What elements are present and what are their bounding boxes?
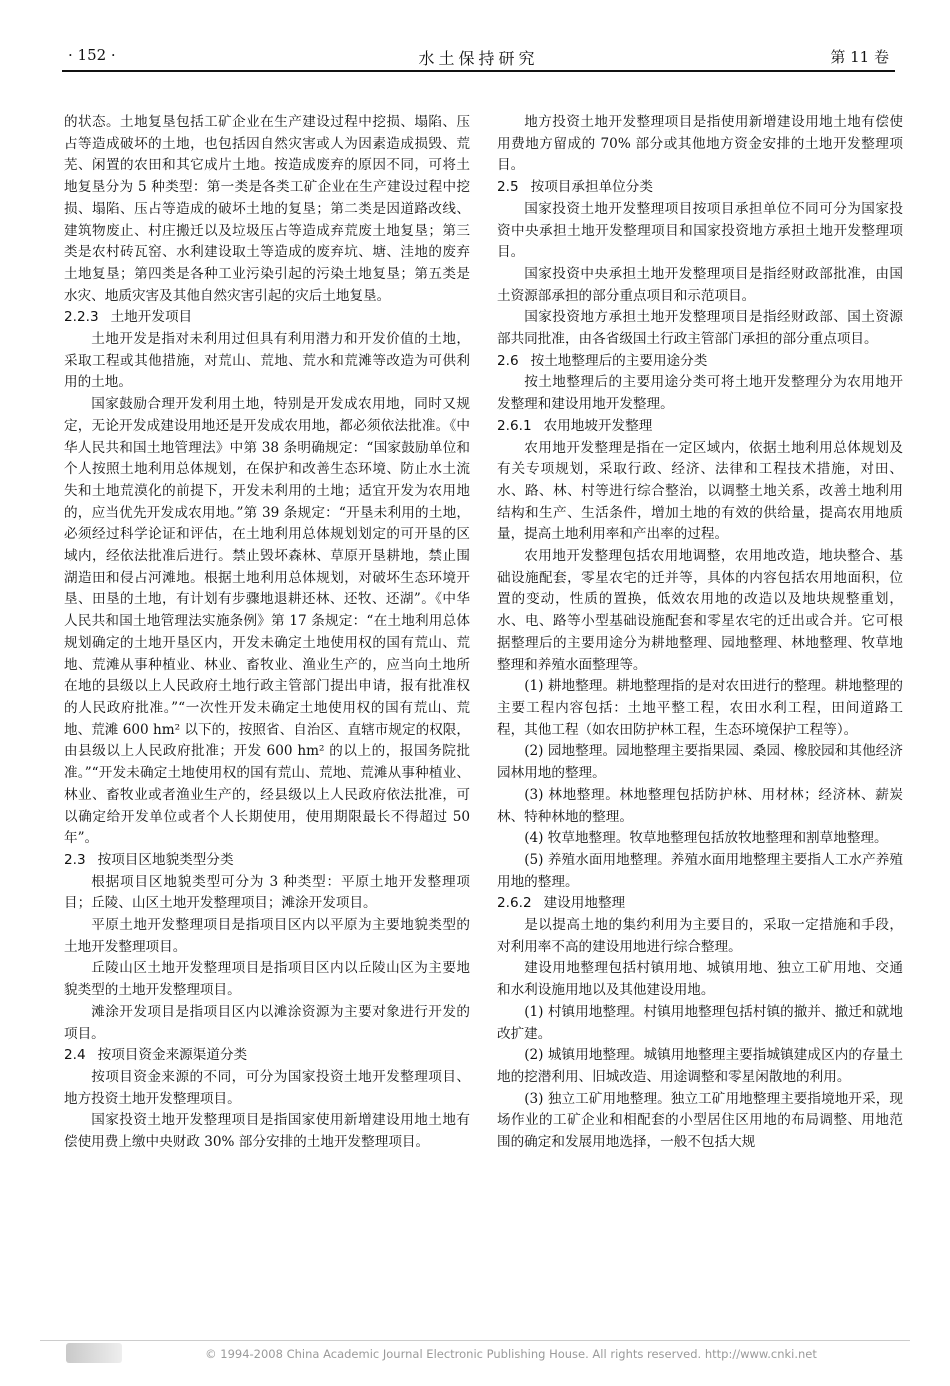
body-paragraph: 国家投资中央承担土地开发整理项目是指经财政部批准，由国土资源部承担的部分重点项目和示范项目。 [497, 265, 903, 304]
section-heading [64, 307, 470, 329]
section-title: 按项目区地貌类型分类 [97, 851, 234, 868]
body-paragraph: 国家投资地方承担土地开发整理项目是指经财政部、国土资源部共同批准，由各省级国土行政主管部门承担的部分重点项目。 [497, 309, 903, 348]
body-paragraph: 农用地开发整理包括农用地调整，农用地改造，地块整合、基础设施配套，零星农宅的迁并等，具体的内容包括农用地面积，位置的变动，性质的置换，低效农用地的改造以及地块规整重划，水、电、路等小型基础设施配套和零星农宅的迁出或合并。它可根据整理后的主要用途分为耕地整理、园地整理、林地整理、牧草地整理和养殖水面整理等。 [497, 548, 903, 673]
body-paragraph: 地方投资土地开发整理项目是指使用新增建设用地土地有偿使用费地方留成的 70% 部分或其他地方资金安排的土地开发整理项目。 [497, 114, 903, 174]
body-paragraph: 是以提高土地的集约利用为主要目的，采取一定措施和手段，对利用率不高的建设用地进行综合整理。 [497, 917, 903, 955]
section-heading [64, 1045, 470, 1067]
section-title: 按项目承担单位分类 [530, 179, 653, 196]
body-paragraph: (3) 独立工矿用地整理。独立工矿用地整理主要指境地开采，现场作业的工矿企业和相配套的小型居住区用地的布局调整、用地范围的确定和发展用地选择，一般不包括大规 [497, 1090, 903, 1151]
section-number: 2.6.2 [497, 895, 532, 912]
body-paragraph: (1) 村镇用地整理。村镇用地整理包括村镇的撤并、撤迁和就地改扩建。 [497, 1003, 903, 1042]
copyright-notice: © 1994-2008 China Academic Journal Electronic Publishing House. All rights reserved. http://www.cnki.net [205, 1347, 817, 1361]
body-paragraph: (2) 城镇用地整理。城镇用地整理主要指城镇建成区内的存量土地的挖潜利用、旧城改造、用途调整和零星闲散地的利用。 [497, 1047, 903, 1085]
section-heading [497, 177, 903, 199]
body-paragraph: 土地开发是指对未利用过但具有利用潜力和开发价值的土地，采取工程或其他措施，对荒山、荒地、荒水和荒滩等改造为可供利用的土地。 [64, 331, 470, 391]
body-paragraph: 建设用地整理包括村镇用地、城镇用地、独立工矿用地、交通和水利设施用地以及其他建设用地。 [497, 960, 903, 999]
section-number: 2.5 [497, 179, 519, 196]
right-column [497, 112, 903, 1154]
body-paragraph: 国家鼓励合理开发利用土地，特别是开发成农用地，同时又规定，无论开发成建设用地还是开发成农用地，都必须依法批准。《中华人民共和国土地管理法》中第 38 条明确规定：“国家鼓励单位和个人按照土地利用总体规划，在保护和改善生态环境、防止水土流失和土地荒漠化的前提下，开发未利用的土地；适宜开发为农用地的，应当优先开发成农用地。”第 39 条规定：“开垦未利用的土地，必须经过科学论证和评估，在土地利用总体规划划定的可开垦的区域内，经依法批准后进行。禁止毁坏森林、草原开垦耕地，禁止围湖造田和侵占河滩地。根据土地利用总体规划，对破坏生态环境开垦、田垦的土地，有计划有步骤地退耕还林、还牧、还湖”。《中华人民共和国土地管理法实施条例》第 17 条规定：“在土地利用总体规划确定的土地开垦区内，开发未确定土地使用权的国有荒山、荒地、荒滩从事种植业、林业、畜牧业、渔业生产的，应当向土地所在地的县级以上人民政府土地行政主管部门提出申请，报有批准权的人民政府批准。”“一次性开发未确定土地使用权的国有荒山、荒地、荒滩 600 hm² 以下的，按照省、自治区、直辖市规定的权限，由县级以上人民政府批准；开发 600 hm² 的以上的，报国务院批准。”“开发未确定土地使用权的国有荒山、荒地、荒滩从事种植业、林业、畜牧业或者渔业生产的，经县级以上人民政府依法批准，可以确定给开发单位或者个人长期使用，使用期限最长不得超过 50 年”。 [64, 396, 470, 847]
section-title: 建设用地整理 [543, 895, 626, 912]
section-heading [497, 351, 903, 373]
body-paragraph: 根据项目区地貌类型可分为 3 种类型：平原土地开发整理项目；丘陵、山区土地开发整理项目；滩涂开发项目。 [64, 873, 470, 912]
volume-label: 第 11 卷 [830, 48, 889, 66]
body-paragraph: (1) 耕地整理。耕地整理指的是对农田进行的整理。耕地整理的主要工程内容包括：土地平整工程，农田水利工程，田间道路工程，其他工程（如农田防护林工程，生态环境保护工程等）。 [497, 678, 903, 738]
body-paragraph: (4) 牧草地整理。牧草地整理包括放牧地整理和割草地整理。 [524, 830, 888, 847]
page-footer [40, 1340, 910, 1367]
left-column [64, 112, 470, 1154]
section-number: 2.4 [64, 1047, 86, 1064]
body-paragraph: 按项目资金来源的不同，可分为国家投资土地开发整理项目、地方投资土地开发整理项目。 [64, 1068, 470, 1107]
page-header [62, 42, 895, 72]
section-heading [497, 893, 903, 915]
body-paragraph: 丘陵山区土地开发整理项目是指项目区内以丘陵山区为主要地貌类型的土地开发整理项目。 [64, 960, 470, 999]
body-paragraph: 国家投资土地开发整理项目按项目承担单位不同可分为国家投资中央承担土地开发整理项目和国家投资地方承担土地开发整理项目。 [497, 200, 903, 261]
journal-title: 水土保持研究 [418, 49, 539, 68]
body-paragraph: 农用地开发整理是指在一定区域内，依据土地利用总体规划及有关专项规划，采取行政、经济、法律和工程技术措施，对田、水、路、林、村等进行综合整治，以调整土地关系，改善土地利用结构和生产、生活条件，增加土地的有效的供给量，提高农用地质量，提高土地利用率和产出率的过程。 [497, 439, 903, 543]
body-paragraph: (2) 园地整理。园地整理主要指果园、桑园、橡胶园和其他经济园林用地的整理。 [497, 743, 903, 782]
body-paragraph: (3) 林地整理。林地整理包括防护林、用材林；经济林、薪炭林、特种林地的整理。 [497, 786, 903, 825]
section-title: 土地开发项目 [110, 309, 193, 326]
body-paragraph: 国家投资土地开发整理项目是指国家使用新增建设用地土地有偿使用费上缴中央财政 30% 部分安排的土地开发整理项目。 [64, 1112, 470, 1151]
section-heading [497, 416, 903, 438]
body-paragraph: 按土地整理后的主要用途分类可将土地开发整理分为农用地开发整理和建设用地开发整理。 [497, 374, 903, 413]
section-heading [64, 850, 470, 872]
body-paragraph: (5) 养殖水面用地整理。养殖水面用地整理主要指人工水产养殖用地的整理。 [497, 851, 903, 890]
body-paragraph: 的状态。土地复垦包括工矿企业在生产建设过程中挖损、塌陷、压占等造成破坏的土地，也包括因自然灾害或人为因素造成损毁、荒芜、闲置的农田和其它成片土地。按造成废弃的原因不同，可将土地复垦分为 5 种类型：第一类是各类工矿企业在生产建设过程中挖损、塌陷、压占等造成的破坏土地的复垦；第二类是因道路改线、建筑物废止、村庄搬迁以及垃圾压占等造成弃荒废土地复垦；第三类是农村砖瓦窑、水利建设取土等造成的废弃坑、塘、洼地的废弃土地复垦；第四类是各种工业污染引起的污染土地复垦；第五类是水灾、地质灾害及其他自然灾害引起的灾后土地复垦。 [64, 114, 470, 304]
section-title: 按项目资金来源渠道分类 [97, 1047, 248, 1064]
section-number: 2.2.3 [64, 309, 99, 326]
body-paragraph: 平原土地开发整理项目是指项目区内以平原为主要地貌类型的土地开发整理项目。 [64, 917, 470, 955]
page-number: · 152 · [68, 46, 116, 64]
section-title: 农用地坡开发整理 [543, 417, 653, 434]
section-number: 2.6.1 [497, 417, 532, 434]
body-paragraph: 滩涂开发项目是指项目区内以滩涂资源为主要对象进行开发的项目。 [64, 1003, 470, 1042]
section-number: 2.3 [64, 851, 86, 868]
section-number: 2.6 [497, 352, 519, 369]
section-title: 按土地整理后的主要用途分类 [530, 352, 708, 369]
